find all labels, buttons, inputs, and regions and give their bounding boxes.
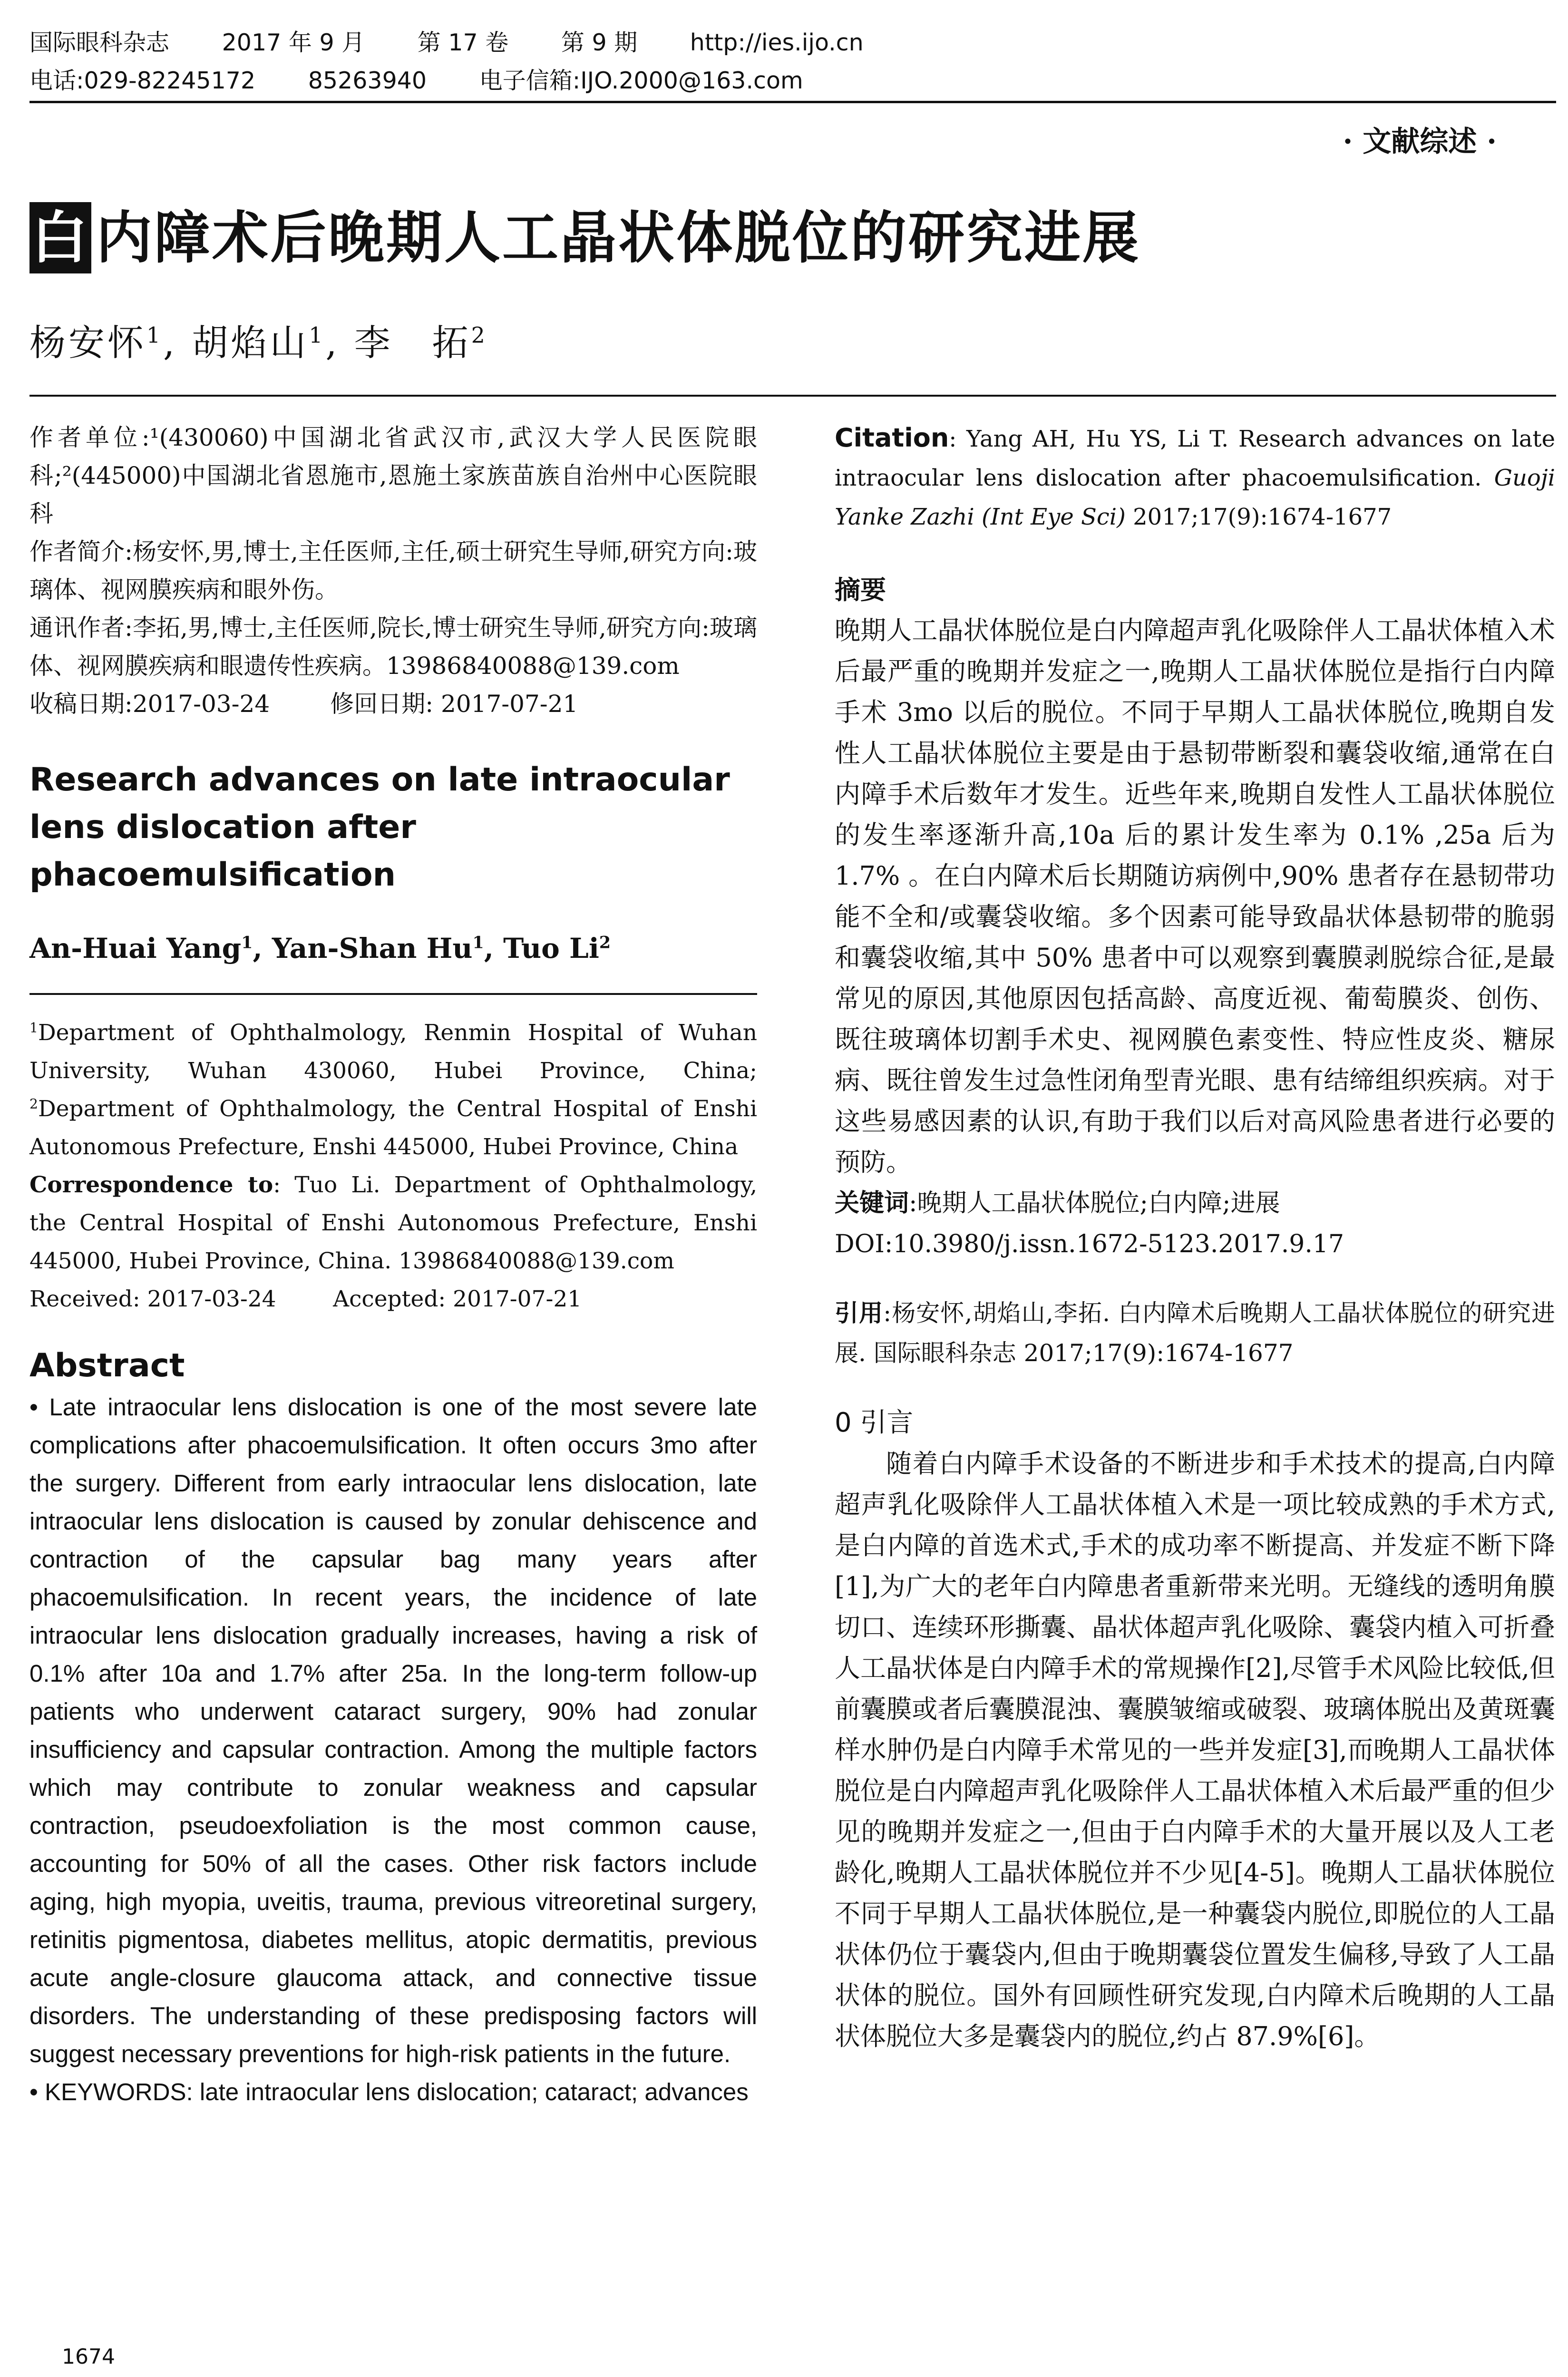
title-initial: 白 — [29, 202, 91, 273]
author-affiliation: 作者单位:¹(430060)中国湖北省武汉市,武汉大学人民医院眼科;²(445000)中国湖北省恩施市,恩施土家族苗族自治州中心医院眼科 — [29, 424, 757, 527]
author-affil-mark: 1 — [309, 322, 326, 348]
author-name: 胡焰山 — [192, 321, 309, 364]
author-name: 李 拓 — [354, 321, 471, 364]
correspondence-text: : Tuo Li. Department of Ophthalmology, the Central Hospital of Enshi Autonomous Prefecture, Enshi 445000, Hubei Province, China. 13986840088@139.com — [29, 1172, 758, 1274]
affil-mark: 2 — [29, 1096, 38, 1112]
title-text: 内障术后晚期人工晶状体脱位的研究进展 — [96, 205, 1141, 271]
english-title: Research advances on late intraocular lens dislocation after phacoemulsification — [29, 761, 730, 894]
english-authors: An-Huai Yang$^1$, Yan-Shan Hu$^1$, Tuo Li$^2$ — [29, 932, 611, 964]
intro-text: 随着白内障手术设备的不断进步和手术技术的提高,白内障超声乳化吸除伴人工晶状体植入术是一项比较成熟的手术方式,是白内障的首选术式,手术的成功率不断提高、并发症不断下降[1],为广大的老年白内障患者重新带来光明。无缝线的透明角膜切口、连续环形撕囊、晶状体超声乳化吸除、囊袋内植入可折叠人工晶状体是白内障手术的常规操作[2],尽管手术风险比较低,但前囊膜或者后囊膜混浊、囊膜皱缩或破裂、玻璃体脱出及黄斑囊样水肿仍是白内障手术常见的一些并发症[3],而晚期人工晶状体脱位是白内障超声乳化吸除伴人工晶状体植入术后最严重的但少见的晚期并发症之一,但由于白内障手术的大量开展以及人工老龄化,晚期人工晶状体脱位并不少见[4-5]。晚期人工晶状体脱位不同于早期人工晶状体脱位,是一种囊袋内脱位,即脱位的人工晶状体仍位于囊袋内,但由于晚期囊袋位置发生偏移,导致了人工晶状体的脱位。国外有回顾性研究发现,白内障术后晚期的人工晶状体脱位大多是囊袋内的脱位,约占 87.9%[6]。 — [835, 1449, 1555, 2051]
section-tag: · 文献综述 · — [1343, 125, 1497, 158]
author-affil-mark: 2 — [599, 933, 611, 953]
english-authors-divider — [29, 993, 757, 995]
citation-label: Citation — [835, 423, 949, 453]
affiliation-1: Department of Ophthalmology, Renmin Hospital of Wuhan University, Wuhan 430060, Hubei Province, China; — [29, 1020, 757, 1084]
chinese-abstract-heading: 摘要 — [835, 575, 886, 605]
dates — [29, 685, 757, 723]
author-name: An-Huai Yang — [29, 932, 242, 964]
doi: DOI:10.3980/j.issn.1672-5123.2017.9.17 — [835, 1230, 1344, 1258]
english-affiliation-block — [29, 1014, 757, 1318]
volume: 第 17 卷 — [417, 29, 509, 56]
cite-cn-text: :杨安怀,胡焰山,李拓. 白内障术后晚期人工晶状体脱位的研究进展. 国际眼科杂志 2017;17(9):1674-1677 — [835, 1299, 1556, 1367]
authors-chinese: 杨安怀$^1$, 胡焰山$^1$, 李 拓$^2$ — [29, 321, 488, 364]
journal-phone: 电话:029-82245172 — [29, 67, 256, 94]
intro-heading: 0 引言 — [835, 1407, 914, 1438]
chinese-abstract-text: 晚期人工晶状体脱位是白内障超声乳化吸除伴人工晶状体植入术后最严重的晚期并发症之一,晚期人工晶状体脱位是指行白内障手术 3mo 以后的脱位。不同于早期人工晶状体脱位,晚期自发性人工晶状体脱位主要是由于悬韧带断裂和囊袋收缩,通常在白内障手术后数年才发生。近些年来,晚期自发性人工晶状体脱位的发生率逐渐升高,10a 后的累计发生率为 0.1% ,25a 后为 1.7% 。在白内障术后长期随访病例中,90% 患者存在悬韧带功能不全和/或囊袋收缩。多个因素可能导致晶状体悬韧带的脆弱和囊袋收缩,其中 50% 患者中可以观察到囊膜剥脱综合征,是最常见的原因,其他原因包括高龄、高度近视、葡萄膜炎、创伤、既往玻璃体切割手术史、视网膜色素变性、特应性皮炎、糖尿病、既往曾发生过急性闭角型青光眼、患有结缔组织疾病。对于这些易感因素的认识,有助于我们以后对高风险患者进行必要的预防。 — [835, 615, 1555, 1177]
affiliation-2: Department of Ophthalmology, the Central Hospital of Enshi Autonomous Prefecture, Enshi 445000, Hubei Province, China — [29, 1096, 757, 1160]
citation-english — [835, 419, 1555, 536]
journal-fax: 85263940 — [308, 67, 427, 94]
article-title — [29, 202, 1140, 273]
chinese-keywords-text: :晚期人工晶状体脱位;白内障;进展 — [909, 1189, 1280, 1218]
author-name: Tuo Li — [503, 932, 599, 964]
citation-journal: Guoji Yanke Zazhi (Int Eye Sci) — [835, 465, 1556, 530]
header-row-1 — [29, 24, 1555, 62]
english-keywords: • KEYWORDS: late intraocular lens dislocation; cataract; advances — [29, 2078, 749, 2105]
english-affiliations — [29, 1014, 757, 1166]
left-column — [29, 419, 757, 2111]
abstract-heading: Abstract — [29, 1347, 185, 1384]
corresponding-author: 通讯作者:李拓,男,博士,主任医师,院长,博士研究生导师,研究方向:玻璃体、视网膜疾病和眼遗传性疾病。13986840088@139.com — [29, 614, 757, 680]
page-number: 1674 — [62, 2345, 115, 2369]
issue-date: 2017 年 9 月 — [222, 29, 365, 56]
received-date: 收稿日期:2017-03-24 — [29, 690, 270, 718]
journal-email: 电子信箱:IJO.2000@163.com — [479, 67, 803, 94]
english-correspondence — [29, 1166, 757, 1280]
correspondence-label: Correspondence to — [29, 1172, 273, 1198]
author-affil-mark: 1 — [472, 933, 484, 953]
title-divider — [29, 395, 1556, 397]
affil-mark: 1 — [29, 1020, 38, 1036]
english-accepted: Accepted: 2017-07-21 — [333, 1286, 582, 1312]
english-dates — [29, 1280, 757, 1318]
header-divider — [29, 101, 1556, 103]
citation-chinese — [835, 1293, 1555, 1373]
author-bio: 作者简介:杨安怀,男,博士,主任医师,主任,硕士研究生导师,研究方向:玻璃体、视网膜疾病和眼外伤。 — [29, 538, 757, 604]
author-affil-mark: 1 — [146, 322, 164, 348]
author-name: Yan-Shan Hu — [272, 932, 473, 964]
citation-text: : Yang AH, Hu YS, Li T. Research advances on late intraocular lens dislocation after phacoemulsification. — [835, 426, 1555, 491]
revised-date: 修回日期: 2017-07-21 — [330, 690, 578, 718]
right-column — [835, 419, 1555, 2057]
issue-number: 第 9 期 — [561, 29, 638, 56]
author-info — [29, 419, 757, 723]
cite-cn-label: 引用 — [835, 1299, 884, 1327]
journal-website: http://ies.ijo.cn — [690, 29, 864, 56]
abstract-text: • Late intraocular lens dislocation is one of the most severe late complications after phacoemulsification. It often occurs 3mo after the surgery. Different from early intraocular lens dislocation, late intraocular lens dislocation is caused by zonular dehiscence and contraction of the capsular bag many years after phacoemulsification. In recent years, the incidence of late intraocular lens dislocation gradually increases, having a risk of 0.1% after 10a and 1.7% after 25a. In the long-term follow-up patients who underwent cataract surgery, 90% had zonular insufficiency and capsular contraction. Among the multiple factors which may contribute to zonular weakness and capsular contraction, pseudoexfoliation is the most common cause, accounting for 50% of all the cases. Other risk factors include aging, high myopia, uveitis, trauma, previous vitreoretinal surgery, retinitis pigmentosa, diabetes mellitus, atopic dermatitis, previous acute angle-closure glaucoma attack, and connective tissue disorders. The understanding of these predisposing factors will suggest necessary preventions for high-risk patients in the future. — [29, 1393, 757, 2067]
chinese-keywords — [835, 1183, 1555, 1224]
chinese-keywords-label: 关键词 — [835, 1189, 909, 1218]
journal-header — [29, 24, 1555, 100]
author-affil-mark: 1 — [241, 933, 253, 953]
author-name: 杨安怀 — [29, 321, 146, 364]
journal-name: 国际眼科杂志 — [29, 29, 170, 56]
english-received: Received: 2017-03-24 — [29, 1286, 276, 1312]
author-affil-mark: 2 — [471, 322, 488, 348]
header-row-2 — [29, 62, 1555, 100]
citation-ref: 2017;17(9):1674-1677 — [1125, 504, 1392, 530]
